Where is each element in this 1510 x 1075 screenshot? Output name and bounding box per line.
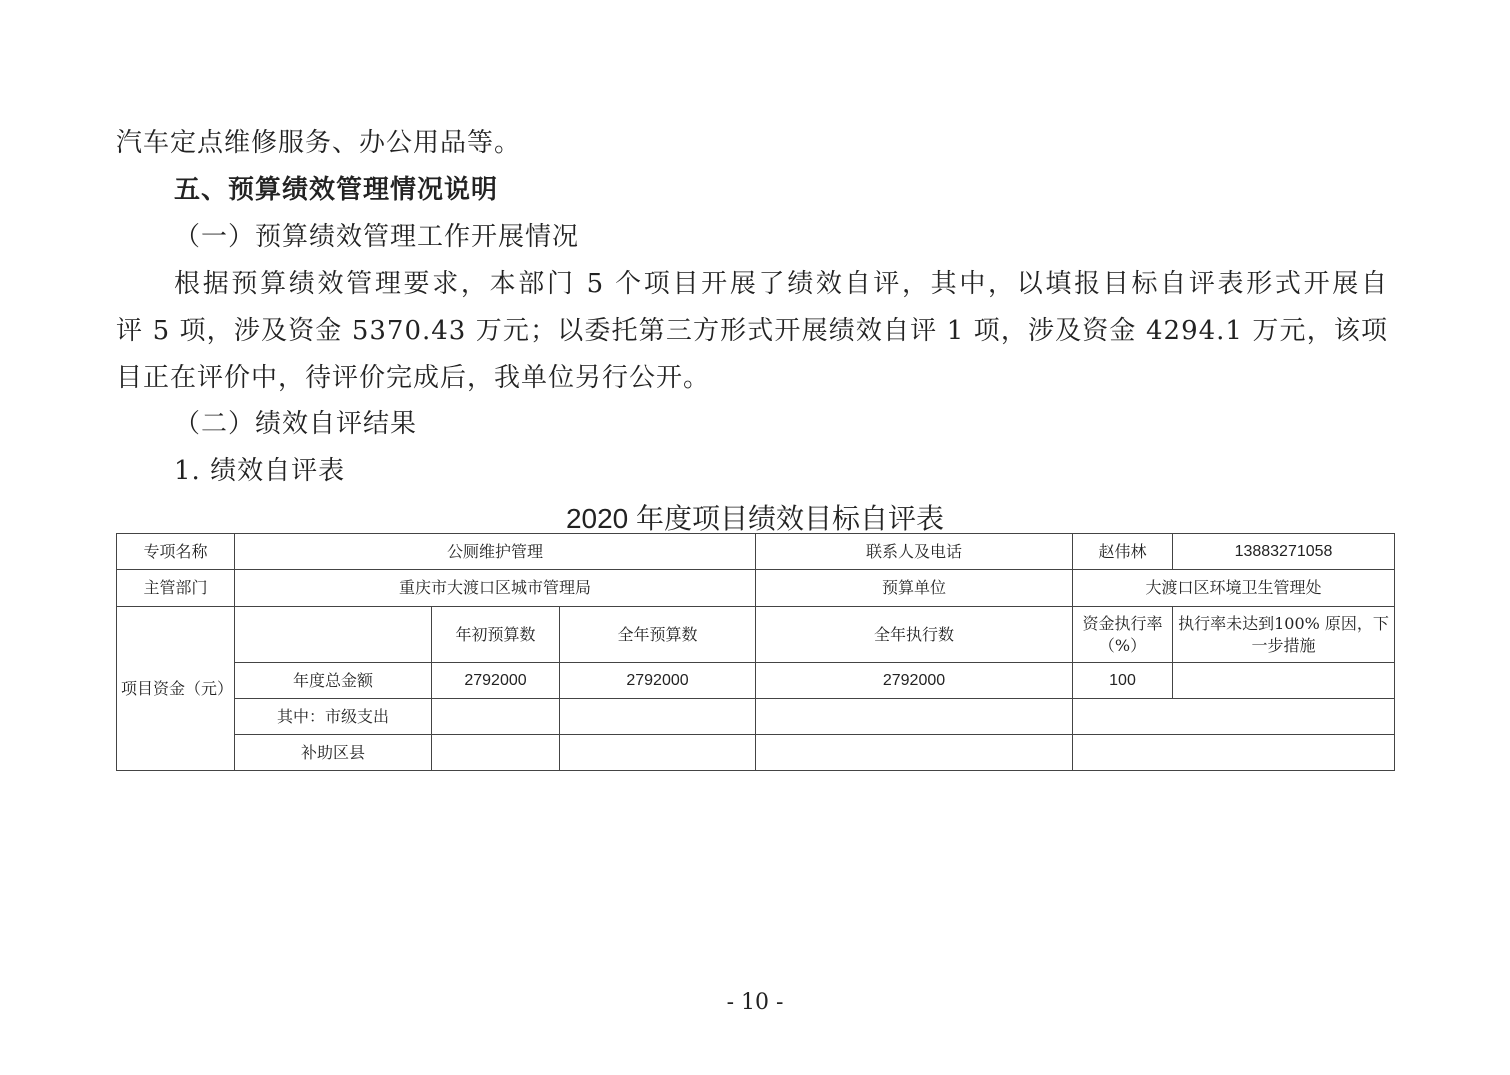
total-exec-rate: 100 (1073, 663, 1173, 699)
header-annual-exec: 全年执行数 (756, 607, 1073, 663)
table-row (117, 699, 1395, 735)
row-total-label: 年度总金额 (235, 663, 432, 699)
header-exec-rate: 资金执行率（%） (1073, 607, 1173, 663)
project-name: 公厕维护管理 (235, 534, 756, 570)
total-annual-exec: 2792000 (756, 663, 1073, 699)
subsection-heading: （一）预算绩效管理工作开展情况 (174, 222, 580, 252)
empty-cell (1073, 699, 1395, 735)
empty-cell (756, 699, 1073, 735)
empty-cell (560, 699, 756, 735)
contact-label: 联系人及电话 (756, 534, 1073, 570)
table-row (117, 663, 1395, 699)
empty-cell (432, 735, 560, 771)
contact-phone: 13883271058 (1173, 534, 1395, 570)
empty-cell (235, 607, 432, 663)
empty-cell (432, 699, 560, 735)
funds-label: 项目资金（元） (117, 607, 235, 771)
total-reason (1173, 663, 1395, 699)
table-row (117, 570, 1395, 607)
self-evaluation-table (116, 533, 1395, 771)
empty-cell (1073, 735, 1395, 771)
header-initial-budget: 年初预算数 (432, 607, 560, 663)
dept: 重庆市大渡口区城市管理局 (235, 570, 756, 607)
project-name-label: 专项名称 (117, 534, 235, 570)
table-row (117, 607, 1395, 663)
budget-unit: 大渡口区环境卫生管理处 (1073, 570, 1395, 607)
list-item: 1. 绩效自评表 (174, 456, 346, 486)
empty-cell (560, 735, 756, 771)
budget-unit-label: 预算单位 (756, 570, 1073, 607)
total-annual-budget: 2792000 (560, 663, 756, 699)
page-number: - 10 - (726, 990, 784, 1015)
body-line: 目正在评价中，待评价完成后，我单位另行公开。 (116, 363, 711, 393)
table-title: 2020 年度项目绩效目标自评表 (565, 503, 945, 534)
body-line: 评 5 项，涉及资金 5370.43 万元；以委托第三方形式开展绩效自评 1 项，涉及资金 4294.1 万元，该项 (116, 316, 1388, 346)
row-county-label: 补助区县 (235, 735, 432, 771)
contact-name: 赵伟林 (1073, 534, 1173, 570)
empty-cell (756, 735, 1073, 771)
section-heading: 五、预算绩效管理情况说明 (174, 175, 499, 205)
table-row (117, 534, 1395, 570)
header-reason: 执行率未达到100% 原因，下一步措施 (1173, 607, 1395, 663)
header-annual-budget: 全年预算数 (560, 607, 756, 663)
row-city-label: 其中：市级支出 (235, 699, 432, 735)
paragraph-continuation: 汽车定点维修服务、办公用品等。 (116, 128, 522, 158)
table-row (117, 735, 1395, 771)
total-initial-budget: 2792000 (432, 663, 560, 699)
body-line: 根据预算绩效管理要求，本部门 5 个项目开展了绩效自评，其中，以填报目标自评表形式开展自 (174, 269, 1388, 299)
dept-label: 主管部门 (117, 570, 235, 607)
subsection-heading: （二）绩效自评结果 (174, 409, 418, 439)
